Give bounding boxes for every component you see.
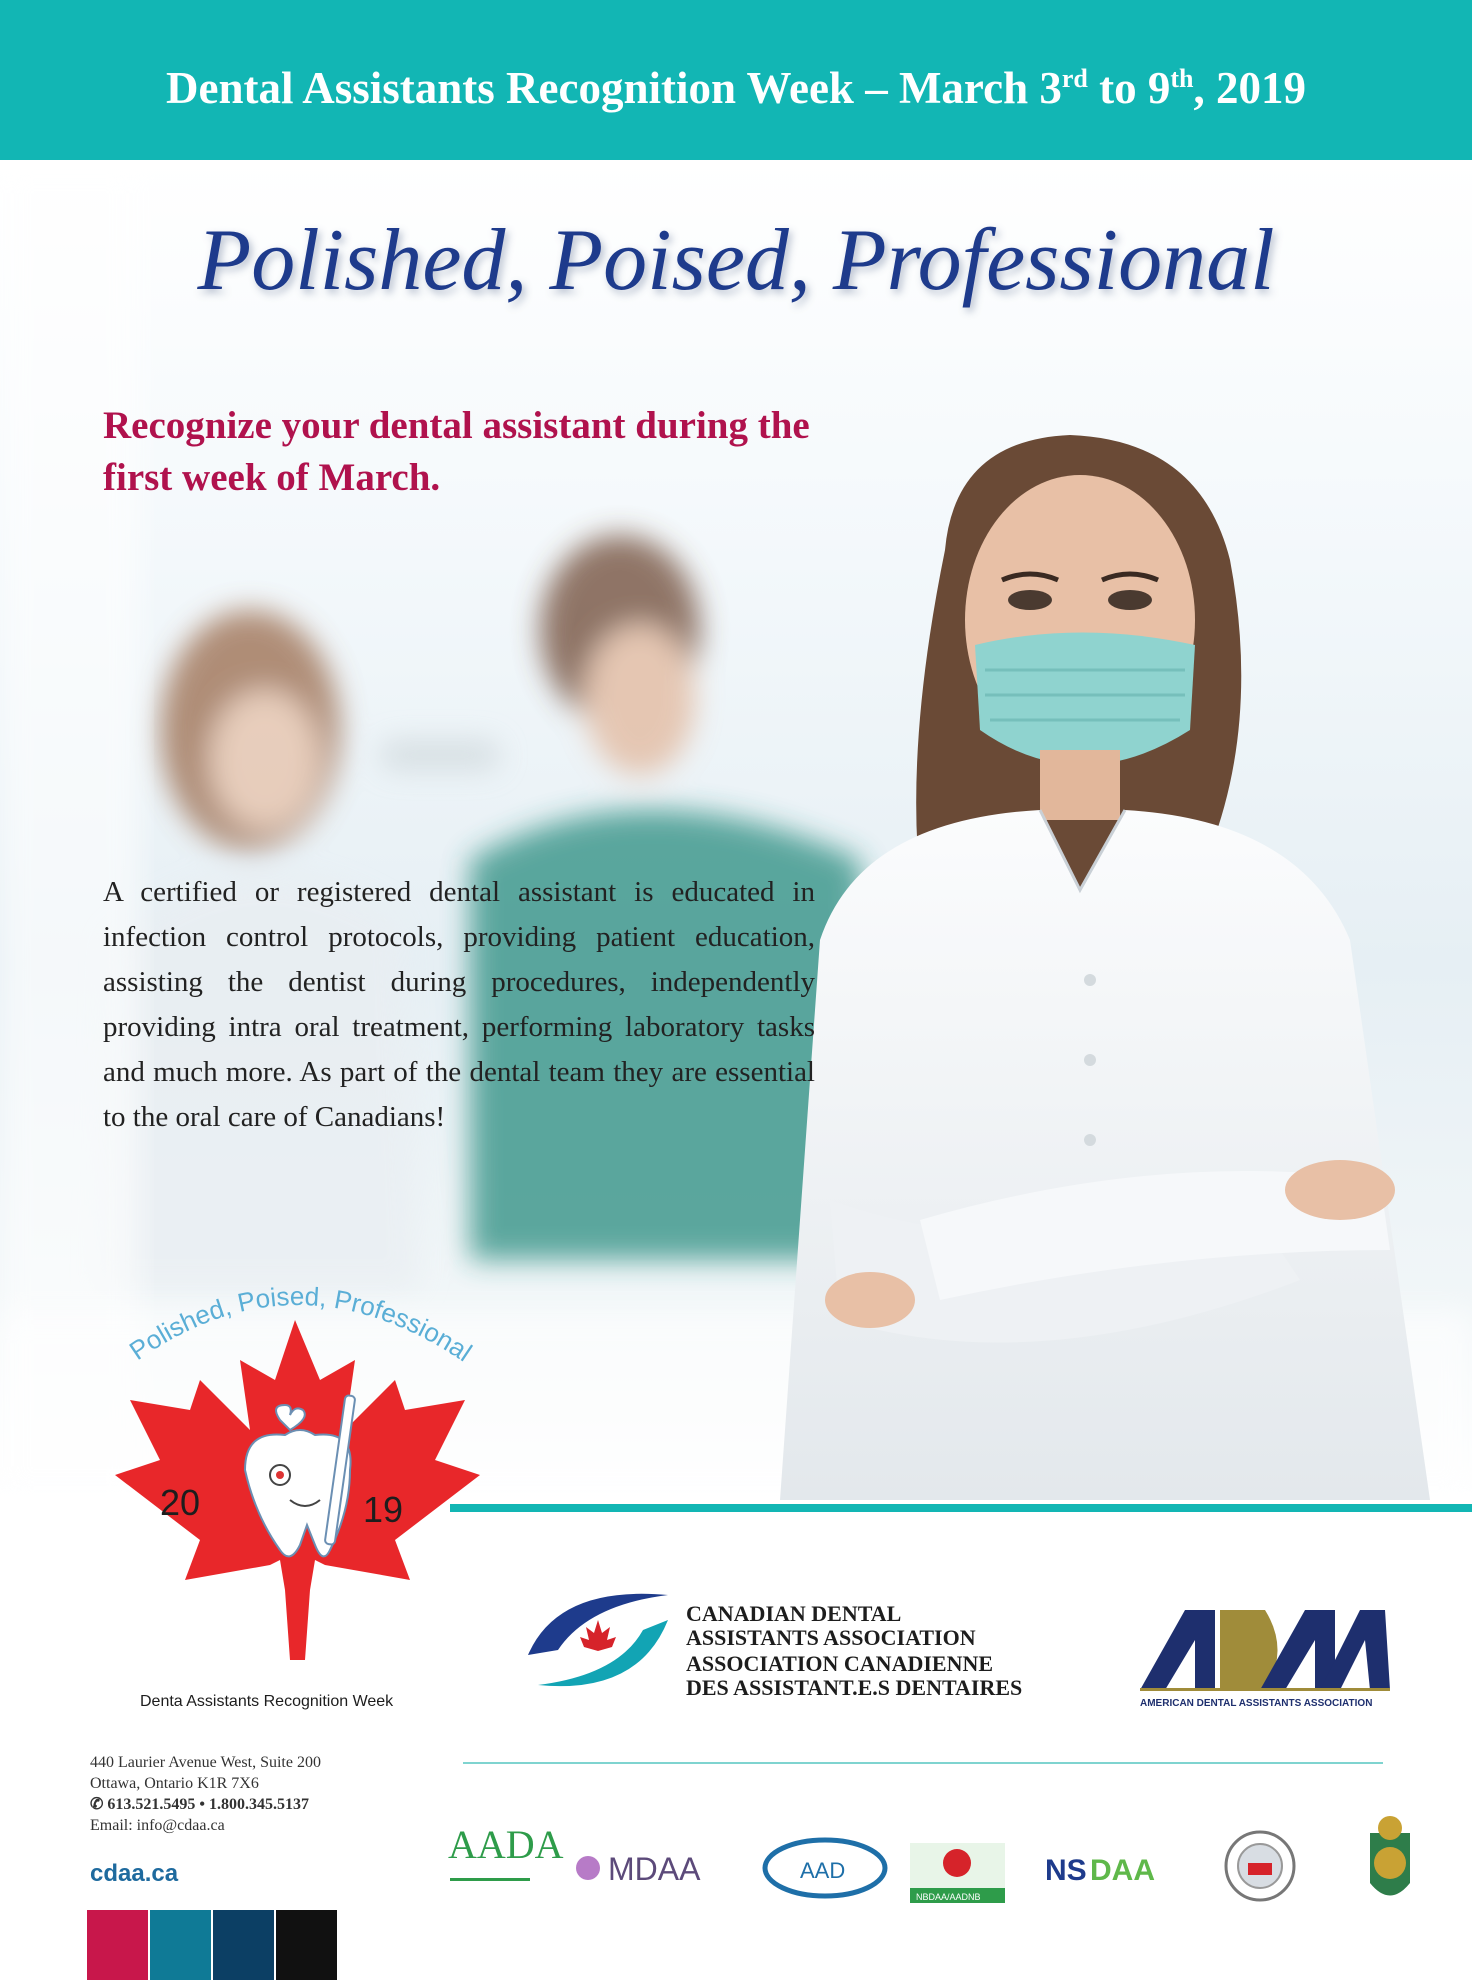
banner-title: Dental Assistants Recognition Week – March 3rd to 9th, 2019 (166, 63, 1306, 113)
color-swatch (87, 1910, 148, 1980)
cdaa-line: CANADIAN DENTAL (686, 1601, 902, 1626)
address-line: 440 Laurier Avenue West, Suite 200 (90, 1754, 321, 1771)
color-swatch (276, 1910, 337, 1980)
divider (450, 1504, 1472, 1512)
phone-line: ✆ 613.521.5495 • 1.800.345.5137 (90, 1796, 310, 1813)
aad-logo-icon (765, 1840, 885, 1896)
cdaa-logo-text (686, 1602, 1022, 1700)
svg-text:NS: NS (1045, 1854, 1087, 1887)
adaa-caption: AMERICAN DENTAL ASSISTANTS ASSOCIATION (1140, 1698, 1373, 1709)
svg-text:AAD: AAD (800, 1858, 846, 1883)
cdaa-line: ASSOCIATION CANADIENNE (686, 1651, 994, 1676)
svg-text:MDAA: MDAA (608, 1851, 701, 1887)
subtitle-line: Recognize your dental assistant during the (103, 404, 810, 447)
logo-year-left: 20 (160, 1482, 201, 1523)
email-line: Email: info@cdaa.ca (90, 1817, 225, 1834)
cdaa-line: DES ASSISTANT.E.S DENTAIRES (686, 1675, 1023, 1700)
crest-icon (1370, 1816, 1410, 1896)
seal-icon (1226, 1832, 1294, 1900)
cdaa-line: ASSISTANTS ASSOCIATION (686, 1625, 976, 1650)
svg-text:AADA: AADA (448, 1822, 564, 1867)
footer-divider (463, 1762, 1383, 1764)
website-link[interactable]: cdaa.ca (90, 1860, 179, 1887)
color-swatch (150, 1910, 211, 1980)
body-paragraph: A certified or registered dental assistant is educated in infection control protocols, providing patient education, assisting the dentist during procedures, independently providing intra oral treatment, performing laboratory tasks and much more. As part of the dental team they are essential to the oral care of Canadians! (103, 876, 815, 1133)
cdaa-logo-icon (518, 1575, 678, 1705)
nsdaa-logo-icon (1045, 1854, 1155, 1887)
recognition-week-logo (95, 1260, 495, 1700)
nbdaa-logo-icon (910, 1843, 1005, 1903)
subtitle (103, 400, 983, 504)
page-title: Polished, Poised, Professional (197, 212, 1275, 309)
color-swatch (213, 1910, 274, 1980)
address-line: Ottawa, Ontario K1R 7X6 (90, 1775, 259, 1792)
aada-logo-icon (448, 1822, 564, 1881)
subtitle-line: first week of March. (103, 456, 441, 499)
logo-caption: Denta Assistants Recognition Week (140, 1693, 394, 1710)
svg-text:DAA: DAA (1090, 1854, 1155, 1887)
address-block (90, 1752, 321, 1836)
svg-text:NBDAA/AADNB: NBDAA/AADNB (916, 1892, 981, 1902)
dental-assistant-photo (740, 420, 1472, 1500)
adaa-logo-icon (1140, 1600, 1390, 1695)
logo-year-right: 19 (363, 1489, 404, 1530)
association-logos (440, 1808, 1440, 1918)
logo-arc-text: Polished, Poised, Professional (123, 1280, 478, 1368)
mdaa-logo-icon (576, 1851, 701, 1887)
